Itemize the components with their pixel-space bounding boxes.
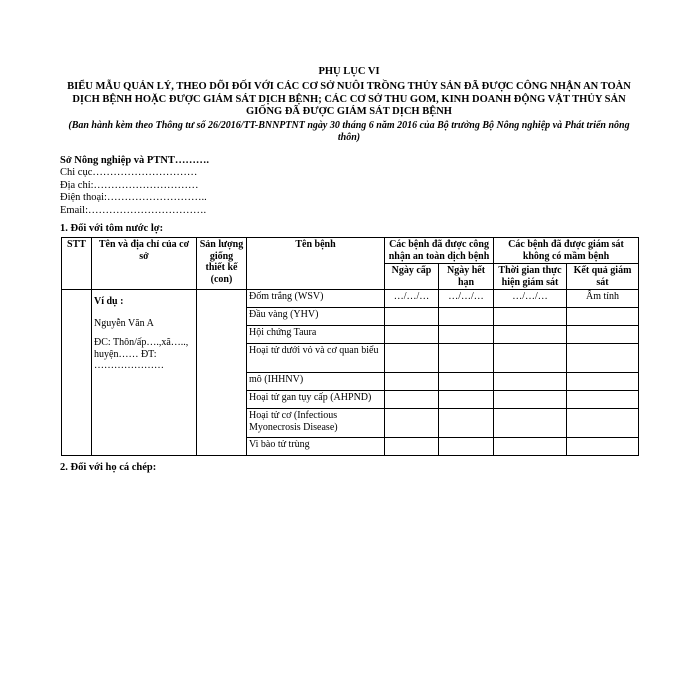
disease-cell: Hoại tử dưới vỏ và cơ quan biểu [247, 344, 385, 373]
monitor-time-cell [494, 438, 567, 456]
form-title: BIỂU MẪU QUẢN LÝ, THEO DÕI ĐỐI VỚI CÁC CƠ SỞ NUÔI TRỒNG THỦY SẢN ĐÃ ĐƯỢC CÔNG NHẬN AN TOÀN DỊCH BỆNH HOẶC ĐƯỢC GIÁM SÁT DỊCH BỆNH; CÁC CƠ SỞ THU GOM, KINH DOANH ĐỘNG VẬT THỦY SẢN GIỐNG ĐÃ ĐƯỢC GIÁM SÁT DỊCH BỆNH [67, 81, 631, 117]
monitor-time-cell [494, 391, 567, 409]
expiry-date-cell [439, 373, 494, 391]
issue-date-cell [385, 344, 439, 373]
stt-cell [62, 290, 92, 456]
disease-cell: Hoại tử cơ (Infectious Myonecrosis Disease) [247, 409, 385, 438]
disease-cell: Hội chứng Taura [247, 326, 385, 344]
email-line: Email:……………………………. [60, 204, 207, 216]
expiry-date-cell [439, 308, 494, 326]
monitor-time-cell [494, 409, 567, 438]
monitor-time-cell: …/…/… [494, 290, 567, 308]
phone-line: Điện thoại:……………………….. [60, 192, 207, 203]
sub-department-line: Chi cục………………………… [60, 167, 198, 178]
expiry-date-cell [439, 438, 494, 456]
issue-date-cell [385, 308, 439, 326]
monitor-time-cell [494, 344, 567, 373]
output-cell [197, 290, 247, 456]
example-cell [92, 290, 197, 456]
table-row [62, 290, 639, 308]
monitor-time-cell [494, 373, 567, 391]
document-page [60, 66, 638, 473]
header-monitored-group: Các bệnh đã được giám sát không có mầm bệnh [494, 238, 639, 264]
monitor-result-cell: Âm tính [567, 290, 639, 308]
example-district-phone: huyện…… ĐT: [94, 348, 157, 360]
example-dots: ………………… [94, 360, 164, 371]
disease-cell: Đốm trắng (WSV) [247, 290, 385, 308]
header-expiry-date: Ngày hết hạn [439, 264, 494, 290]
organization-block [60, 155, 638, 218]
issue-date-cell [385, 373, 439, 391]
address-line: Địa chỉ:………………………… [60, 179, 199, 191]
monitor-result-cell [567, 326, 639, 344]
header-monitor-time: Thời gian thực hiện giám sát [494, 264, 567, 290]
issue-date-cell [385, 438, 439, 456]
monitor-time-cell [494, 326, 567, 344]
header-name-address: Tên và địa chỉ của cơ sở [92, 238, 197, 290]
disease-cell: Đầu vàng (YHV) [247, 308, 385, 326]
issue-date-cell [385, 409, 439, 438]
monitor-result-cell [567, 373, 639, 391]
monitor-result-cell [567, 391, 639, 409]
expiry-date-cell [439, 391, 494, 409]
disease-cell: Vi bào tử trùng [247, 438, 385, 456]
example-label: Ví dụ : [94, 296, 124, 307]
example-name: Nguyễn Văn A [94, 317, 154, 329]
issuance-note: (Ban hành kèm theo Thông tư số 26/2016/TT-BNNPTNT ngày 30 tháng 6 năm 2016 của Bộ trưởng Bộ Nông nghiệp và Phát triển nông thôn) [68, 119, 630, 143]
monitoring-table [61, 237, 639, 456]
header-issue-date: Ngày cấp [385, 264, 439, 290]
table-header-row [62, 238, 639, 264]
issue-date-cell [385, 326, 439, 344]
expiry-date-cell [439, 344, 494, 373]
monitor-result-cell [567, 344, 639, 373]
monitor-result-cell [567, 308, 639, 326]
expiry-date-cell [439, 409, 494, 438]
issue-date-cell [385, 391, 439, 409]
monitor-result-cell [567, 438, 639, 456]
department-line: Sở Nông nghiệp và PTNT………. [60, 154, 210, 166]
example-address: ĐC: Thôn/ấp….,xã….., [94, 337, 189, 348]
header-output: Sản lượng giống thiết kế (con) [197, 238, 247, 290]
disease-cell: mô (IHHNV) [247, 373, 385, 391]
section-2-heading: 2. Đối với họ cá chép: [60, 462, 157, 473]
expiry-date-cell [439, 326, 494, 344]
monitor-time-cell [494, 308, 567, 326]
appendix-title: PHỤ LỤC VI [318, 66, 380, 77]
section-1-heading: 1. Đối với tôm nước lợ: [60, 223, 164, 234]
header-recognized-group: Các bệnh đã được công nhận an toàn dịch bệnh [385, 238, 494, 264]
disease-cell: Hoại tử gan tụy cấp (AHPND) [247, 391, 385, 409]
monitor-result-cell [567, 409, 639, 438]
expiry-date-cell: …/…/… [439, 290, 494, 308]
issue-date-cell: …/…/… [385, 290, 439, 308]
header-disease: Tên bệnh [247, 238, 385, 290]
header-stt: STT [62, 238, 92, 290]
header-monitor-result: Kết quả giám sát [567, 264, 639, 290]
